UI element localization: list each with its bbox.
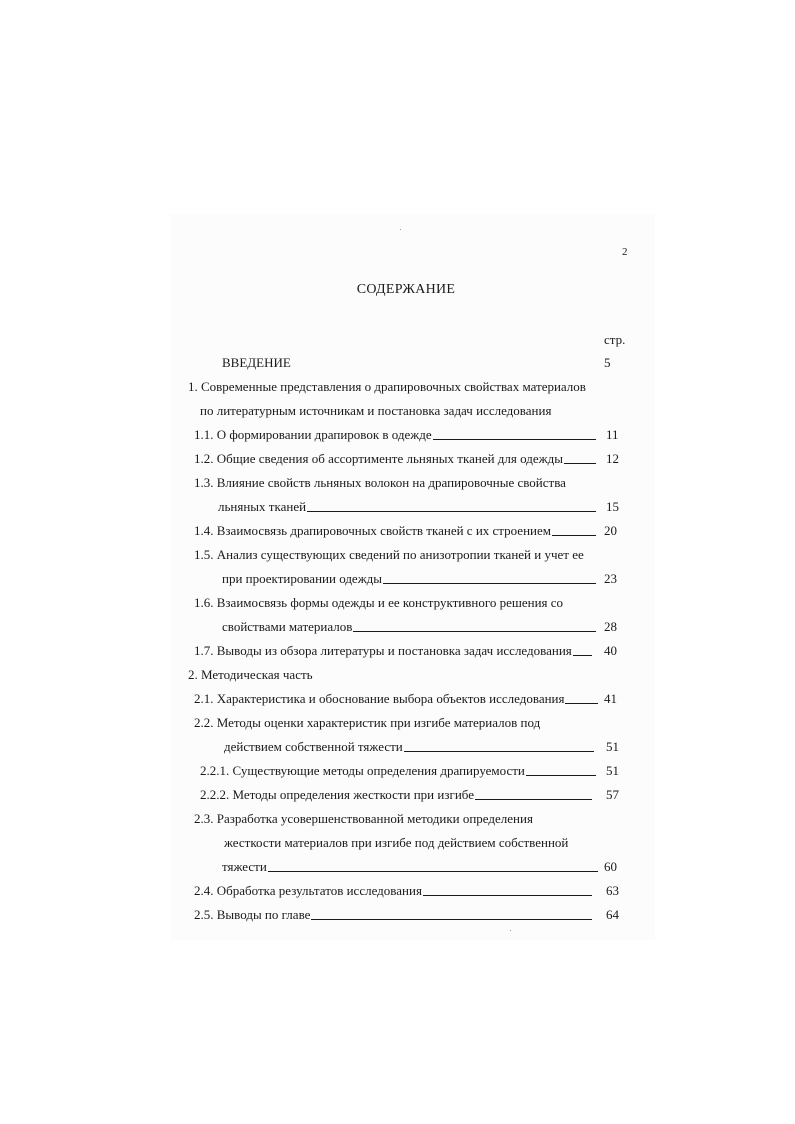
toc-entry bbox=[0, 617, 795, 637]
leader-line bbox=[268, 871, 598, 872]
leader-line bbox=[565, 703, 598, 704]
toc-entry bbox=[0, 521, 795, 541]
leader-line bbox=[383, 583, 596, 584]
toc-entry-text: действием собственной тяжести bbox=[224, 739, 403, 754]
toc-entry-text: 2. Методическая часть bbox=[188, 667, 313, 682]
leader-line bbox=[353, 631, 596, 632]
toc-entry bbox=[0, 809, 795, 829]
toc-entry bbox=[0, 377, 795, 397]
toc-entry-text: 2.5. Выводы по главе bbox=[194, 907, 311, 922]
toc-entry-text: 1. Современные представления о драпировочных свойствах материалов bbox=[188, 379, 586, 394]
toc-entry-page: 28 bbox=[604, 619, 617, 634]
toc-entry-page: 64 bbox=[606, 907, 619, 922]
toc-entry bbox=[0, 833, 795, 853]
toc-entry bbox=[0, 569, 795, 589]
toc-entry-text: 2.3. Разработка усовершенствованной методики определения bbox=[194, 811, 533, 826]
toc-entry-page: 57 bbox=[606, 787, 619, 802]
toc-entry-text: 1.7. Выводы из обзора литературы и постановка задач исследования bbox=[194, 643, 572, 658]
toc-entry-text: свойствами материалов bbox=[222, 619, 353, 634]
toc-entry bbox=[0, 641, 795, 661]
toc-entry-text: 2.4. Обработка результатов исследования bbox=[194, 883, 422, 898]
toc-entry-page: 60 bbox=[604, 859, 617, 874]
toc-entry-page: 51 bbox=[606, 739, 619, 754]
leader-line bbox=[552, 535, 596, 536]
scan-speck bbox=[400, 229, 401, 230]
toc-entry-text: 2.2.1. Существующие методы определения драпируемости bbox=[200, 763, 525, 778]
page-title: СОДЕРЖАНИЕ bbox=[356, 282, 456, 297]
toc-entry bbox=[0, 425, 795, 445]
toc-entry bbox=[0, 689, 795, 709]
toc-entry bbox=[0, 593, 795, 613]
leader-line bbox=[311, 919, 592, 920]
toc-entry bbox=[0, 737, 795, 757]
leader-line bbox=[475, 799, 592, 800]
toc-entry-text: 1.5. Анализ существующих сведений по анизотропии тканей и учет ее bbox=[194, 547, 584, 562]
toc-entry bbox=[0, 449, 795, 469]
toc-entry bbox=[0, 857, 795, 877]
toc-entry bbox=[0, 761, 795, 781]
toc-entry-page: 23 bbox=[604, 571, 617, 586]
toc-entry-text: при проектировании одежды bbox=[222, 571, 383, 586]
toc-entry bbox=[0, 401, 795, 421]
toc-entry bbox=[0, 473, 795, 493]
toc-entry-text: 1.4. Взаимосвязь драпировочных свойств тканей с их строением bbox=[194, 523, 551, 538]
toc-entry-text: по литературным источникам и постановка задач исследования bbox=[200, 403, 552, 418]
toc-entry-page: 20 bbox=[604, 523, 617, 538]
toc-entry-page: 40 bbox=[604, 643, 617, 658]
toc-entry-text: льняных тканей bbox=[218, 499, 307, 514]
leader-line bbox=[423, 895, 592, 896]
toc-entry bbox=[0, 713, 795, 733]
toc-entry-page: 41 bbox=[604, 691, 617, 706]
toc-entry-text: жесткости материалов при изгибе под действием собственной bbox=[224, 835, 569, 850]
scan-speck bbox=[510, 930, 511, 931]
page-column-label: стр. bbox=[604, 332, 626, 347]
leader-line bbox=[526, 775, 596, 776]
leader-line bbox=[564, 463, 596, 464]
toc-entry-page: 11 bbox=[606, 427, 619, 442]
leader-line bbox=[404, 751, 594, 752]
leader-line bbox=[307, 511, 596, 512]
toc-entry bbox=[0, 905, 795, 925]
toc-entry-text: тяжести bbox=[222, 859, 267, 874]
toc-entry-page: 63 bbox=[606, 883, 619, 898]
toc-entry bbox=[0, 665, 795, 685]
leader-line bbox=[573, 655, 592, 656]
toc-entry-page: 51 bbox=[606, 763, 619, 778]
toc-entry bbox=[0, 545, 795, 565]
toc-entry-page: 5 bbox=[604, 355, 611, 370]
toc-entry-text: 1.3. Влияние свойств льняных волокон на драпировочные свойства bbox=[194, 475, 566, 490]
toc-entry-text: 1.2. Общие сведения об ассортименте льняных тканей для одежды bbox=[194, 451, 563, 466]
toc-entry-text: 1.6. Взаимосвязь формы одежды и ее конструктивного решения со bbox=[194, 595, 564, 610]
toc-entry-text: 2.2. Методы оценки характеристик при изгибе материалов под bbox=[194, 715, 541, 730]
toc-entry-text: ВВЕДЕНИЕ bbox=[222, 355, 291, 370]
toc-entry bbox=[0, 353, 795, 373]
toc-entry bbox=[0, 497, 795, 517]
toc-entry bbox=[0, 881, 795, 901]
toc-entry-page: 12 bbox=[606, 451, 619, 466]
toc-entry bbox=[0, 785, 795, 805]
leader-line bbox=[433, 439, 596, 440]
toc-entry-text: 2.1. Характеристика и обоснование выбора объектов исследования bbox=[194, 691, 565, 706]
toc-entry-text: 1.1. О формировании драпировок в одежде bbox=[194, 427, 432, 442]
toc-entry-text: 2.2.2. Методы определения жесткости при изгибе bbox=[200, 787, 474, 802]
page-number: 2 bbox=[622, 246, 628, 258]
toc-entry-page: 15 bbox=[606, 499, 619, 514]
